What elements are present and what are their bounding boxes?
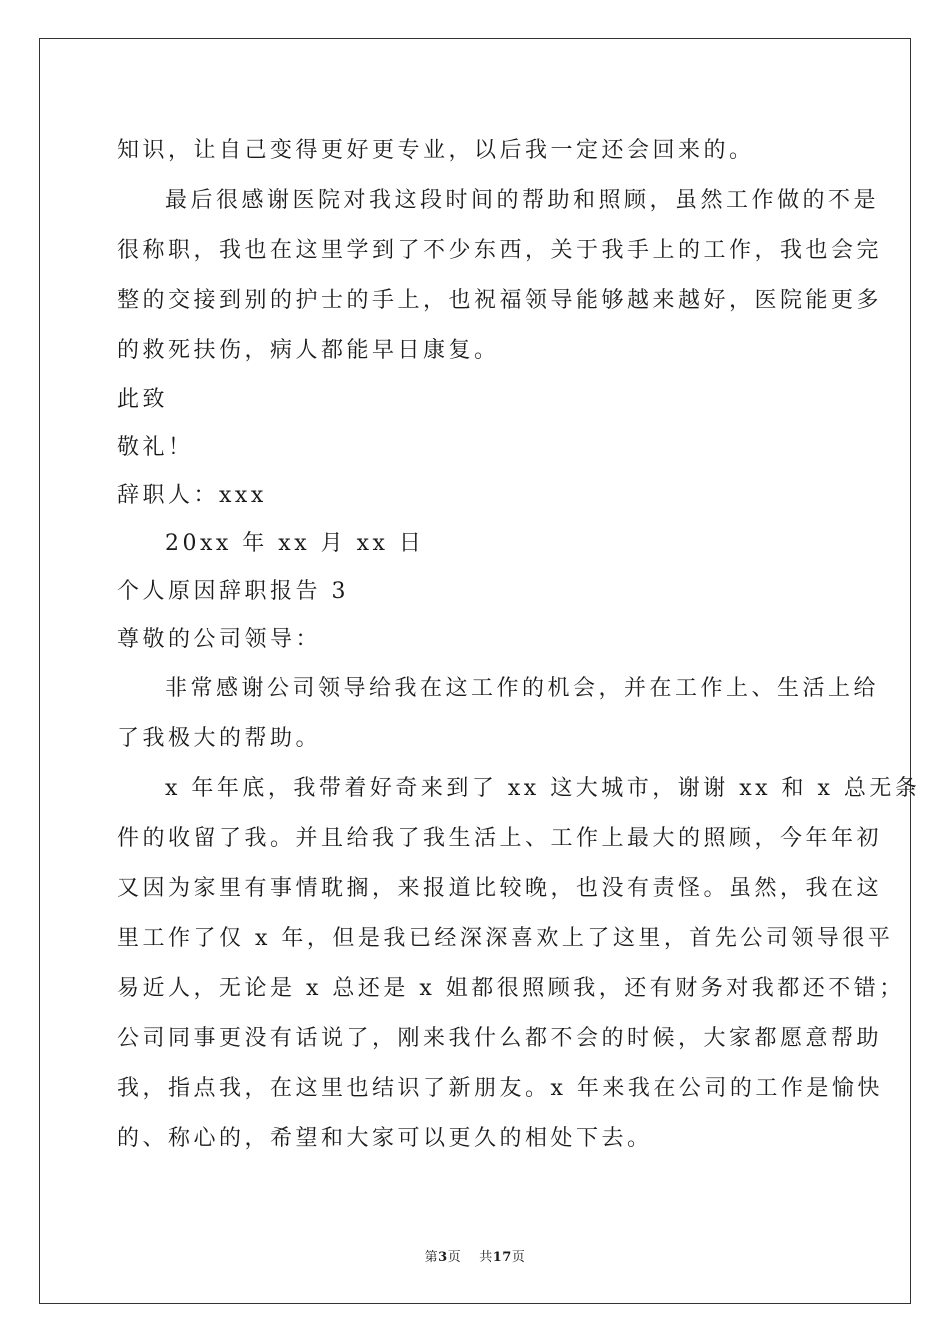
document-body <box>117 126 921 1164</box>
text-line: 里工作了仅 x 年，但是我已经深深喜欢上了这里，首先公司领导很平 <box>117 926 894 951</box>
page-suffix: 页 <box>447 1250 462 1265</box>
text-line: 非常感谢公司领导给我在这工作的机会，并在工作上、生活上给 <box>165 676 880 701</box>
text-line: 的、称心的，希望和大家可以更久的相处下去。 <box>117 1126 653 1151</box>
text-line: x 年年底，我带着好奇来到了 xx 这大城市，谢谢 xx 和 x 总无条 <box>165 776 921 801</box>
closing-salutation: 此致 <box>117 387 169 412</box>
text-line: 知识，让自己变得更好更专业，以后我一定还会回来的。 <box>117 138 755 163</box>
text-line: 了我极大的帮助。 <box>117 726 322 751</box>
total-suffix: 页 <box>511 1250 526 1265</box>
closing-regards: 敬礼！ <box>117 435 194 460</box>
text-line: 的救死扶伤，病人都能早日康复。 <box>117 338 500 363</box>
page-prefix: 第 <box>424 1250 439 1265</box>
page-number: 3 <box>438 1250 448 1265</box>
text-line: 最后很感谢医院对我这段时间的帮助和照顾，虽然工作做的不是 <box>165 188 880 213</box>
signature-line: 辞职人：xxx <box>117 483 267 508</box>
paragraph-story <box>117 764 921 1164</box>
text-line: 易近人，无论是 x 总还是 x 姐都很照顾我，还有财务对我都还不错； <box>117 976 905 1001</box>
paragraph-thanks <box>117 176 883 376</box>
paragraph-gratitude <box>117 664 880 764</box>
text-line: 整的交接到别的护士的手上，也祝福领导能够越来越好，医院能更多 <box>117 288 883 313</box>
text-line: 公司同事更没有话说了，刚来我什么都不会的时候，大家都愿意帮助 <box>117 1026 883 1051</box>
date-line: 20xx 年 xx 月 xx 日 <box>165 531 425 556</box>
total-pages: 17 <box>492 1250 512 1265</box>
text-line: 我，指点我，在这里也结识了新朋友。x 年来我在公司的工作是愉快 <box>117 1076 883 1101</box>
page-footer <box>0 1246 950 1265</box>
text-line: 件的收留了我。并且给我了我生活上、工作上最大的照顾，今年年初 <box>117 826 883 851</box>
greeting: 尊敬的公司领导： <box>117 627 322 652</box>
text-line: 又因为家里有事情耽搁，来报道比较晚，也没有责怪。虽然，我在这 <box>117 876 883 901</box>
paragraph-continuation <box>117 126 837 176</box>
total-prefix: 共 <box>479 1250 493 1265</box>
section-title: 个人原因辞职报告 3 <box>117 579 349 604</box>
text-line: 很称职，我也在这里学到了不少东西，关于我手上的工作，我也会完 <box>117 238 883 263</box>
